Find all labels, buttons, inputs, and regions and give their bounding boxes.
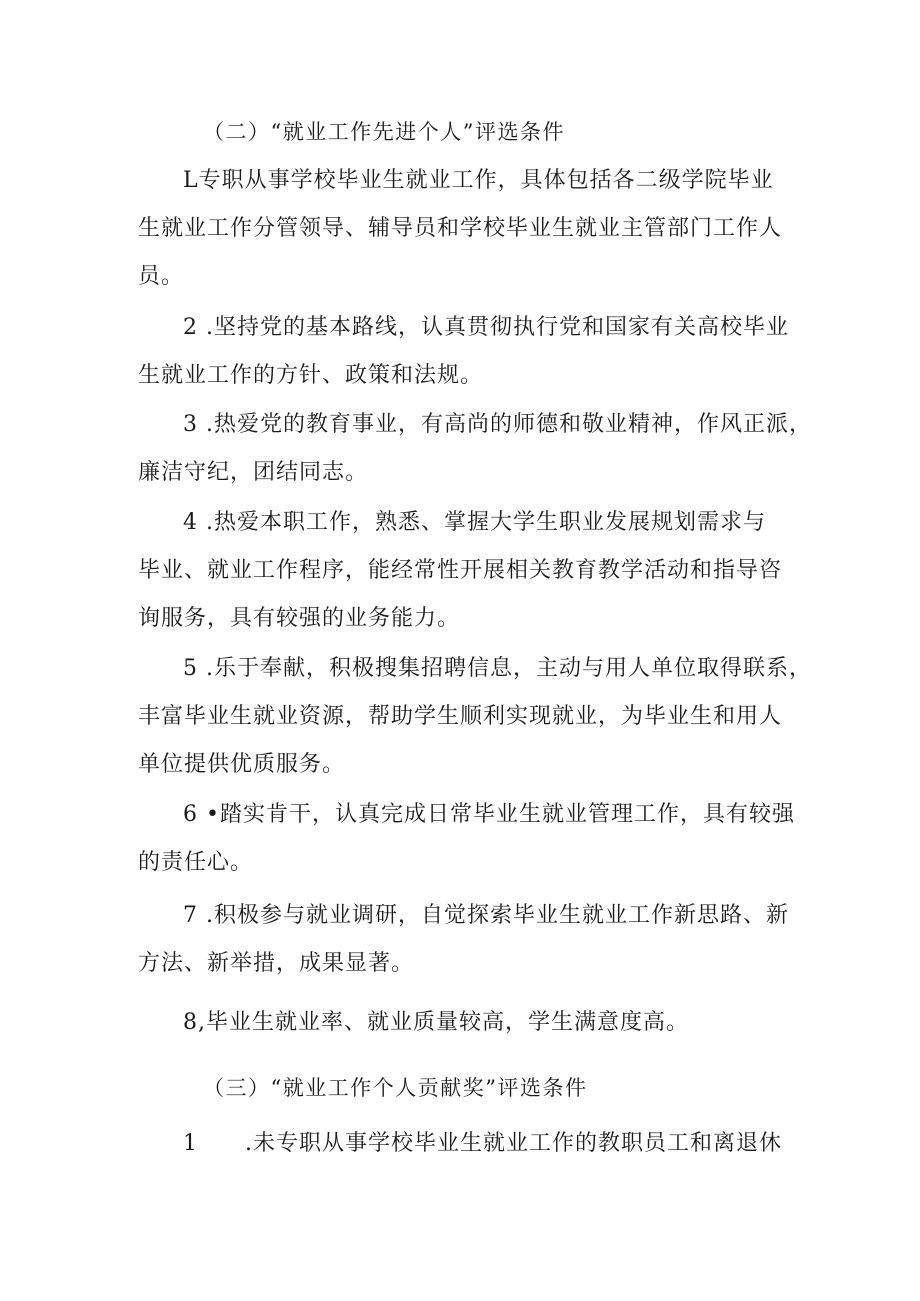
item-4-line-1: 4 .热爱本职工作，熟悉、掌握大学生职业发展规划需求与 — [183, 510, 766, 535]
item-2-line-1: 2 .坚持党的基本路线，认真贯彻执行党和国家有关高校毕业 — [183, 315, 789, 340]
section-two-heading: （二）“就业工作先进个人”评选条件 — [203, 120, 565, 144]
item-7-line-1: 7 .积极参与就业调研，自觉探索毕业生就业工作新思路、新 — [183, 903, 789, 928]
section-three-item-1-number: 1 — [183, 1131, 198, 1156]
item-3-line-2: 廉洁守纪，团结同志。 — [138, 460, 369, 485]
item-1-line-1: L专职从事学校毕业生就业工作，具体包括各二级学院毕业 — [183, 168, 774, 193]
item-5-line-1: 5 .乐于奉献，积极搜集招聘信息，主动与用人单位取得联系， — [183, 656, 812, 681]
section-three-item-1-text: .未专职从事学校毕业生就业工作的教职员工和离退休 — [245, 1131, 782, 1156]
section-three-heading: （三）“就业工作个人贡献奖”评选条件 — [203, 1076, 588, 1100]
section-three-item-1 — [183, 1129, 782, 1159]
item-2-line-2: 生就业工作的方针、政策和法规。 — [138, 363, 484, 388]
item-5-line-2: 丰富毕业生就业资源，帮助学生顺利实现就业，为毕业生和用人 — [138, 704, 783, 729]
item-7-line-2: 方法、新举措，成果显著。 — [138, 951, 415, 976]
item-1-line-2: 生就业工作分管领导、辅导员和学校毕业生就业主管部门工作人 — [138, 216, 783, 241]
item-5-line-3: 单位提供优质服务。 — [138, 752, 346, 777]
item-6-line-1: 6 •踏实肯干，认真完成日常毕业生就业管理工作，具有较强 — [183, 802, 795, 827]
item-3-line-1: 3 .热爱党的教育事业，有高尚的师德和敬业精神，作风正派， — [183, 412, 812, 437]
item-4-line-3: 询服务，具有较强的业务能力。 — [138, 606, 461, 631]
item-6-line-2: 的责任心。 — [138, 850, 254, 875]
item-1-line-3: 员。 — [138, 264, 185, 289]
item-4-line-2: 毕业、就业工作程序，能经常性开展相关教育教学活动和指导咨 — [138, 558, 783, 583]
item-8-line-1: 8,毕业生就业率、就业质量较高，学生满意度高。 — [183, 1010, 689, 1035]
